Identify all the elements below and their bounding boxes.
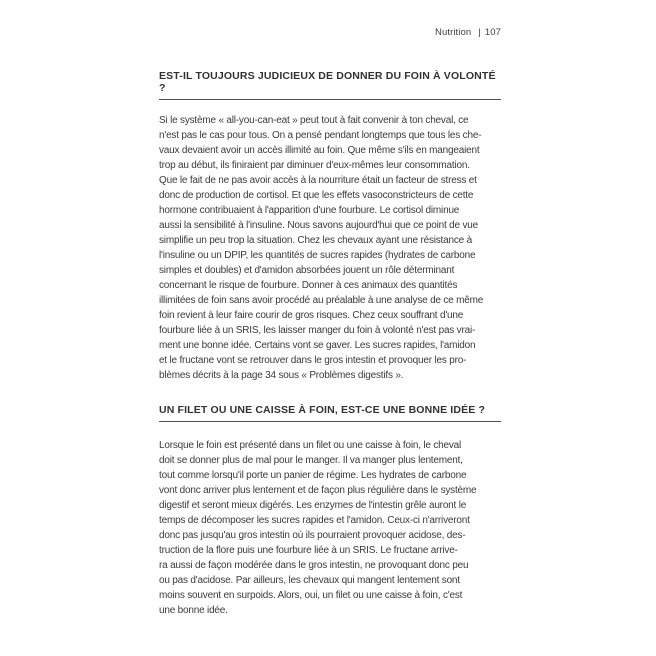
text-line: Lorsque le foin est présenté dans un filet ou une caisse à foin, le cheval xyxy=(159,440,462,451)
page-number: 107 xyxy=(484,27,501,38)
text-line: moins souvent en surpoids. Alors, oui, un filet ou une caisse à foin, c'est xyxy=(159,590,463,601)
paragraph xyxy=(159,113,501,383)
section-heading: UN FILET OU UNE CAISSE À FOIN, EST-CE UNE BONNE IDÉE ? xyxy=(159,404,501,422)
text-line: ra aussi de façon modérée dans le gros intestin, ne provoquant donc peu xyxy=(159,560,469,571)
text-line: ment une bonne idée. Certains vont se gaver. Les sucres rapides, l'amidon xyxy=(159,340,476,351)
text-line: simplifie un peu trop la situation. Chez les chevaux ayant une résistance à xyxy=(159,235,472,246)
text-line: donc de production de cortisol. Et que les effets vasoconstricteurs de cette xyxy=(159,190,474,201)
section-filet-ou-caisse xyxy=(159,404,501,618)
text-line: donc pas jusqu'au gros intestin où ils pourraient provoquer acidose, des- xyxy=(159,530,466,541)
text-line: n'est pas le cas pour tous. On a pensé pendant longtemps que tous les che- xyxy=(159,130,482,141)
text-line: fourbure liée à un SRIS, les laisser manger du foin à volonté n'est pas vrai- xyxy=(159,325,476,336)
text-line: concernant le risque de fourbure. Donner à ces animaux des quantités xyxy=(159,280,458,291)
text-line: Que le fait de ne pas avoir accès à la nourriture était un facteur de stress et xyxy=(159,175,477,186)
text-line: doit se donner plus de mal pour le manger. Il va manger plus lentement, xyxy=(159,455,463,466)
text-line: digestif et seront mieux digérés. Les enzymes de l'intestin grêle auront le xyxy=(159,500,467,511)
text-line: simples et doubles) et d'amidon absorbées jouent un rôle déterminant xyxy=(159,265,455,276)
text-line: illimitées de foin sans avoir procédé au préalable à une analyse de ce même xyxy=(159,295,484,306)
text-column xyxy=(159,0,501,618)
paragraph xyxy=(159,438,501,618)
section-foin-a-volonte xyxy=(159,70,501,383)
text-line: blèmes décrits à la page 34 sous « Problèmes digestifs ». xyxy=(159,370,404,381)
text-line: vont donc arriver plus lentement et de façon plus régulière dans le système xyxy=(159,485,477,496)
text-line: temps de décomposer les sucres rapides et l'amidon. Ceux-ci n'arriveront xyxy=(159,515,470,526)
header-separator: | xyxy=(478,27,481,38)
text-line: et le fructane vont se retrouver dans le gros intestin et provoquer les pro- xyxy=(159,355,467,366)
text-line: Si le système « all-you-can-eat » peut tout à fait convenir à ton cheval, ce xyxy=(159,115,469,126)
text-line: aussi la sensibilité à l'insuline. Nous savons aujourd'hui que ce point de vue xyxy=(159,220,478,231)
text-line: trop au début, ils finiraient par diminuer d'eux-mêmes leur consommation. xyxy=(159,160,470,171)
text-line: l'insuline ou un DPIP, les quantités de sucres rapides (hydrates de carbone xyxy=(159,250,476,261)
text-line: hormone contribuaient à l'apparition d'une fourbure. Le cortisol diminue xyxy=(159,205,460,216)
text-line: une bonne idée. xyxy=(159,605,228,616)
running-head-section: Nutrition xyxy=(434,27,472,38)
section-heading: EST-IL TOUJOURS JUDICIEUX DE DONNER DU FOIN À VOLONTÉ ? xyxy=(159,70,501,100)
text-line: ou pas d'acidose. Par ailleurs, les chevaux qui mangent lentement sont xyxy=(159,575,460,586)
text-line: foin revient à leur faire courir de gros risques. Chez ceux souffrant d'une xyxy=(159,310,464,321)
text-line: tout comme lorsqu'il porte un panier de régime. Les hydrates de carbone xyxy=(159,470,467,481)
text-line: truction de la flore puis une fourbure liée à un SRIS. Le fructane arrive- xyxy=(159,545,458,556)
page-header xyxy=(159,0,501,38)
text-line: vaux devaient avoir un accès illimité au foin. Que même s'ils en mangeaient xyxy=(159,145,480,156)
